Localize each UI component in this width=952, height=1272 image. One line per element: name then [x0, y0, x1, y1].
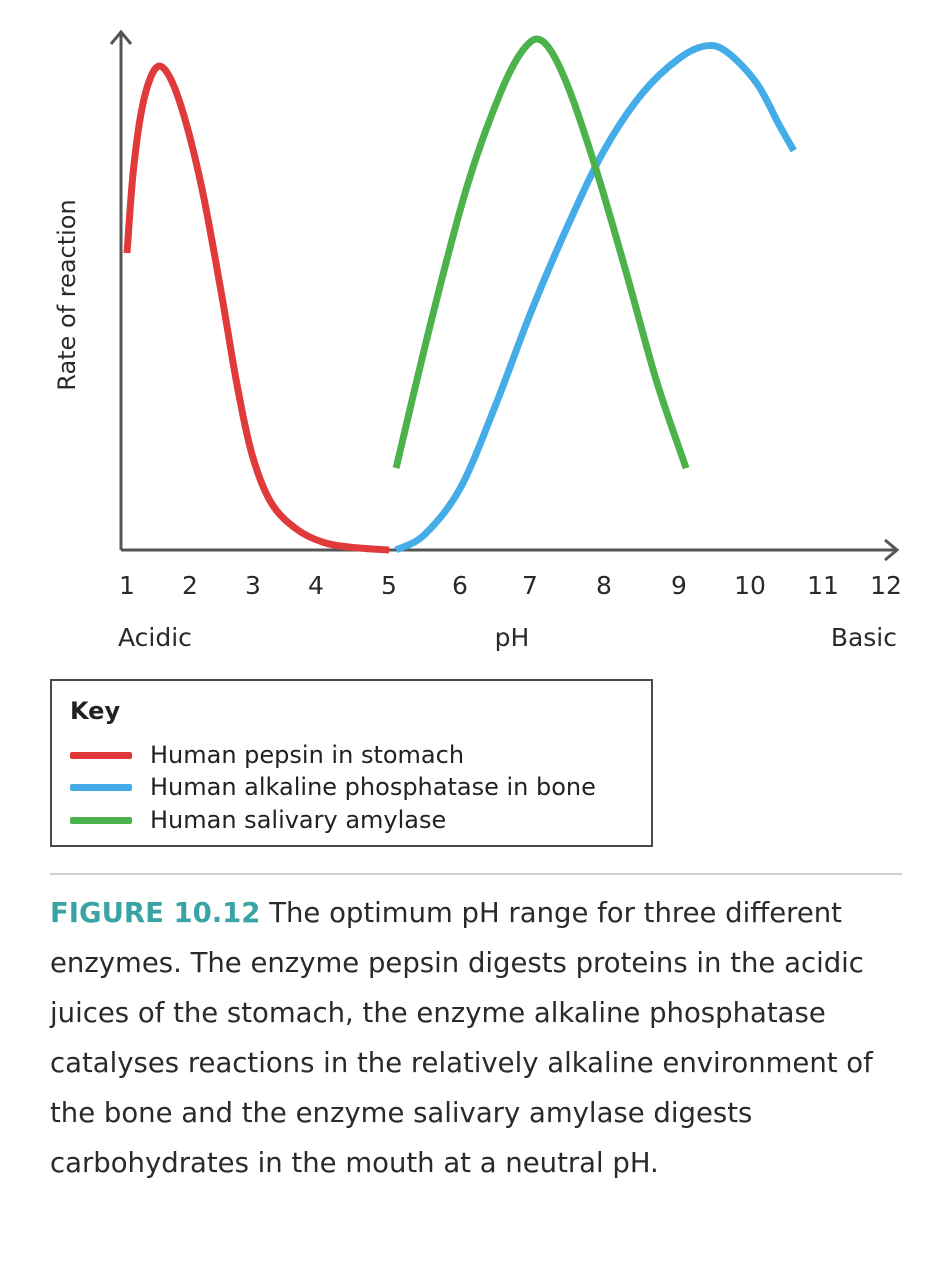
- x-tick-label: 2: [182, 571, 198, 600]
- x-tick-label: 1: [119, 571, 135, 600]
- x-tick-label: 5: [381, 571, 397, 600]
- figure-label: FIGURE 10.12: [50, 897, 261, 929]
- x-tick-label: 8: [596, 571, 612, 600]
- legend-label-phosphatase: Human alkaline phosphatase in bone: [150, 773, 596, 801]
- legend-item-amylase: [70, 804, 446, 836]
- curves: [127, 39, 794, 550]
- pepsin-curve: [127, 66, 389, 550]
- caption-text: The optimum pH range for three different enzymes. The enzyme pepsin digests proteins in the acidic juices of the stomach, the enzyme alkaline phosphatase catalyses reactions in the relatively alkaline environment of the bone and the enzyme salivary amylase digests carbohydrates in the mouth at a neutral pH.: [50, 897, 873, 1179]
- basic-label: Basic: [830, 623, 897, 652]
- x-tick-label: 12: [870, 571, 902, 600]
- divider: [50, 873, 902, 875]
- legend-swatch-pepsin: [70, 752, 132, 759]
- x-tick-labels: [119, 571, 902, 600]
- y-axis-label: Rate of reaction: [53, 199, 81, 391]
- legend-swatch-phosphatase: [70, 784, 132, 791]
- alkaline-phosphatase-curve: [396, 46, 794, 550]
- legend-item-phosphatase: [70, 771, 596, 803]
- x-tick-label: 9: [671, 571, 687, 600]
- x-tick-label: 3: [245, 571, 261, 600]
- x-tick-label: 6: [452, 571, 468, 600]
- legend-label-amylase: Human salivary amylase: [150, 806, 447, 834]
- x-tick-label: 7: [522, 571, 538, 600]
- figure-caption: [50, 888, 910, 1188]
- acidic-label: Acidic: [118, 623, 192, 652]
- legend-item-pepsin: [70, 739, 464, 771]
- x-tick-label: 11: [807, 571, 839, 600]
- x-tick-label: 4: [308, 571, 324, 600]
- legend-title: Key: [70, 697, 121, 725]
- salivary-amylase-curve: [396, 39, 686, 468]
- legend-label-pepsin: Human pepsin in stomach: [150, 741, 465, 769]
- legend: [50, 679, 653, 847]
- x-axis-label: pH: [494, 623, 530, 652]
- legend-swatch-amylase: [70, 817, 132, 824]
- x-tick-label: 10: [734, 571, 766, 600]
- axes: [111, 32, 897, 560]
